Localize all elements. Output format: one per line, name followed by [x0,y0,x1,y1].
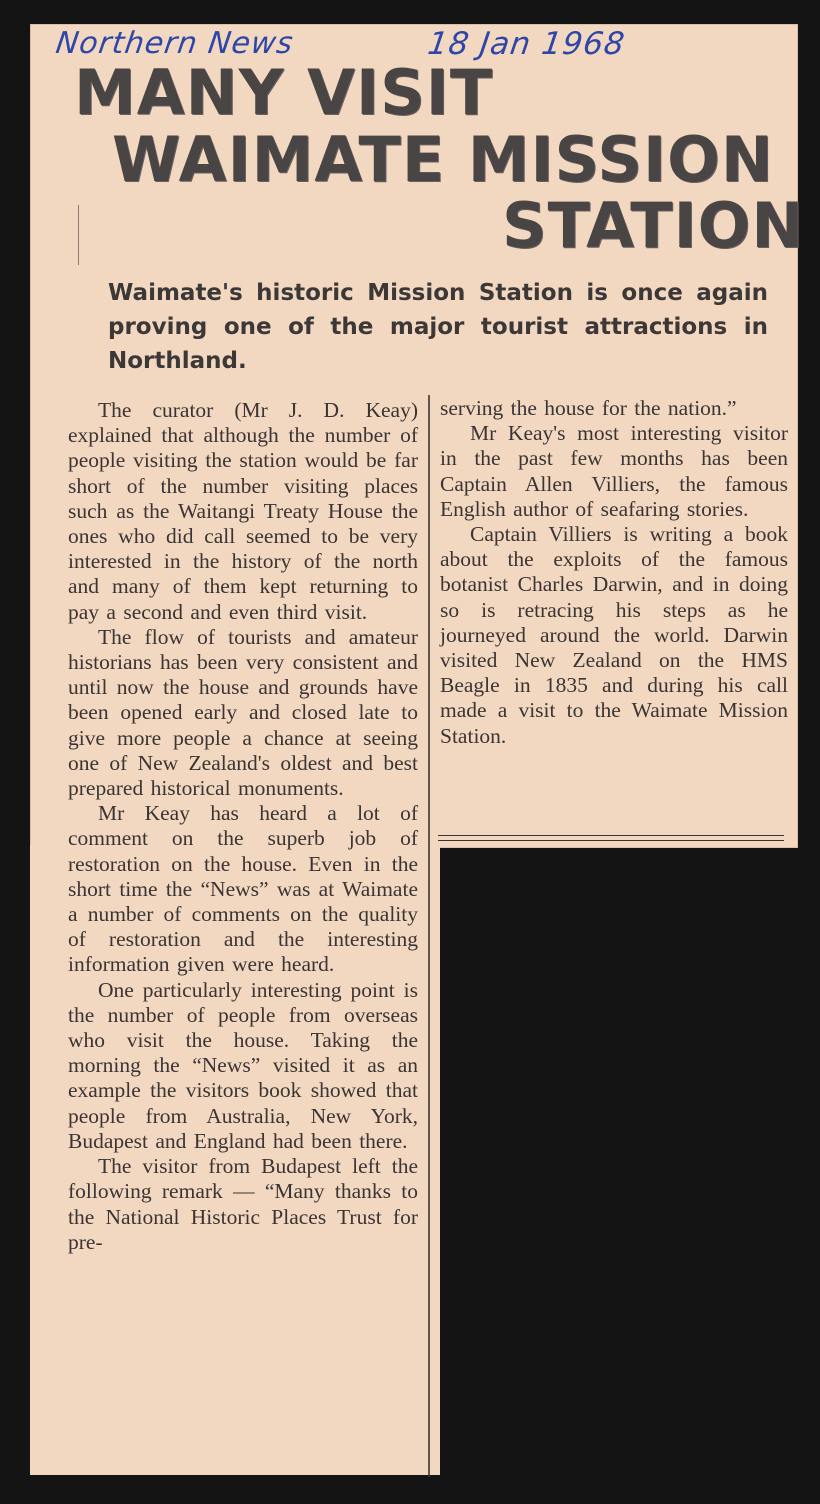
headline-line-3: STATION [502,189,805,262]
article-column-2 [440,396,788,749]
headline-line-1: MANY VISIT [74,56,494,129]
article-deck: Waimate's historic Mission Station is once again proving one of the major tourist attractions in Northland. [108,280,768,374]
paragraph: serving the house for the nation.” [440,396,737,420]
headline-line-2: WAIMATE MISSION [112,123,774,196]
paragraph: Mr Keay's most interesting visitor in the past few months has been Captain Allen Villiers, the famous English author of seafaring stories. [440,421,788,521]
paragraph: One particularly interesting point is the number of people from overseas who visit the house. Taking the morning the “News” visited it as an example the visitors book showed that people from Australia, New York, Budapest and England had been there. [68,977,418,1153]
margin-mark [78,205,79,265]
handwritten-source: Northern News [53,26,296,61]
paragraph: The curator (Mr J. D. Keay) explained that although the number of people visiting the station would be far short of the number visiting places such as the Waitangi Treaty House the ones who did call seemed to be very interested in the history of the north and many of them kept returning to pay a second and even third visit. [68,398,418,624]
paragraph: Mr Keay has heard a lot of comment on the superb job of restoration on the house. Even in the short time the “News” was at Waimate a number of comments on the quality of restoration and the interesting information given were heard. [68,801,418,977]
article-column-1 [68,398,418,1255]
paragraph: The flow of tourists and amateur historians has been very consistent and until now the house and grounds have been opened early and closed late to give more people a chance at seeing one of New Zealand's oldest and best prepared historical monuments. [68,624,418,801]
paragraph: Captain Villiers is writing a book about the exploits of the famous botanist Charles Darwin, and in doing so is retracing his steps as he journeyed around the world. Darwin visited New Zealand on the HMS Beagle in 1835 and during his call made a visit to the Waimate Mission Station. [440,522,788,748]
handwritten-date: 18 Jan 1968 [425,26,628,62]
paragraph: The visitor from Budapest left the following remark — “Many thanks to the National Historic Places Trust for pre- [68,1154,418,1254]
column-divider [428,395,430,1477]
end-rule [438,835,784,841]
